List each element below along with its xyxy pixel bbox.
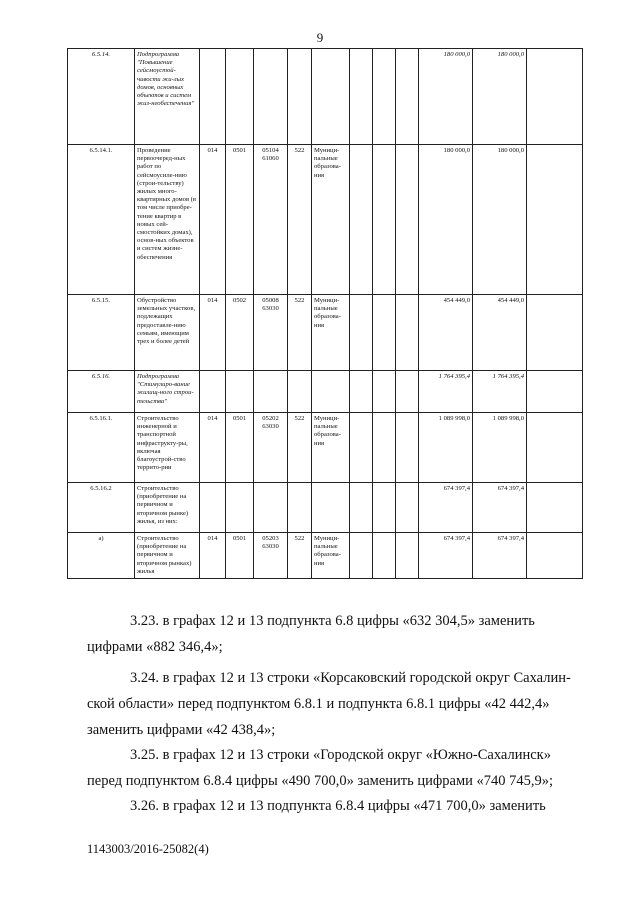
table-cell xyxy=(288,371,312,413)
table-row xyxy=(68,145,583,295)
paragraph xyxy=(87,608,593,660)
page-number: 9 xyxy=(316,30,324,45)
table-cell: 05203 63030 xyxy=(254,533,288,579)
table-row xyxy=(68,533,583,579)
table-cell xyxy=(527,533,583,579)
table-cell xyxy=(396,371,419,413)
table-cell xyxy=(373,49,396,145)
table-cell: 180 000,0 xyxy=(473,49,527,145)
table-cell: 6.5.16. xyxy=(68,371,135,413)
table-cell xyxy=(288,483,312,533)
table-cell: Муници-пальные образова-ния xyxy=(312,533,350,579)
table-cell: 05104 61060 xyxy=(254,145,288,295)
table-cell: 014 xyxy=(200,533,226,579)
table-cell xyxy=(373,483,396,533)
table-cell xyxy=(527,49,583,145)
table-cell xyxy=(527,483,583,533)
table-cell: 05008 63030 xyxy=(254,295,288,371)
table-cell: 1 089 998,0 xyxy=(473,413,527,483)
paragraph-line: заменить цифрами «42 438,4»; xyxy=(87,722,276,738)
table-cell: 6.5.14. xyxy=(68,49,135,145)
table-cell xyxy=(226,483,254,533)
table-cell: 674 397,4 xyxy=(473,483,527,533)
table-cell xyxy=(226,371,254,413)
table-cell: 6.5.16.2 xyxy=(68,483,135,533)
paragraph-line: ской области» перед подпунктом 6.8.1 и подпункта 6.8.1 цифры «42 442,4» xyxy=(87,696,550,712)
table-cell: 0501 xyxy=(226,145,254,295)
table-cell xyxy=(200,483,226,533)
table-row xyxy=(68,483,583,533)
table-cell: 522 xyxy=(288,533,312,579)
table-cell: 522 xyxy=(288,413,312,483)
table-cell: Муници-пальные образова-ния xyxy=(312,413,350,483)
table-cell: 014 xyxy=(200,413,226,483)
paragraph xyxy=(87,742,593,794)
paragraph-line: 3.23. в графах 12 и 13 подпункта 6.8 цифры «632 304,5» заменить xyxy=(130,613,535,629)
table-cell xyxy=(312,483,350,533)
table-cell: 05202 63030 xyxy=(254,413,288,483)
table-cell xyxy=(396,49,419,145)
table-cell xyxy=(527,295,583,371)
table-cell: 6.5.15. xyxy=(68,295,135,371)
table-cell xyxy=(373,295,396,371)
paragraph-line: 3.24. в графах 12 и 13 строки «Корсаковский городской округ Сахалин- xyxy=(130,670,571,686)
table-cell: Строительство (приобретение на первичном и вторичном рынке) жилья, из них: xyxy=(135,483,200,533)
table-cell xyxy=(254,483,288,533)
table-body xyxy=(68,49,583,579)
table-cell: 014 xyxy=(200,145,226,295)
table-cell xyxy=(373,533,396,579)
table-cell: 522 xyxy=(288,295,312,371)
table-cell xyxy=(350,371,373,413)
table-cell xyxy=(200,49,226,145)
table-cell: 0501 xyxy=(226,413,254,483)
table-cell: 674 397,4 xyxy=(419,533,473,579)
table-cell xyxy=(350,145,373,295)
table-cell xyxy=(350,483,373,533)
table-cell: 014 xyxy=(200,295,226,371)
table-row xyxy=(68,371,583,413)
table-cell xyxy=(254,49,288,145)
table-cell xyxy=(350,295,373,371)
document-code: 1143003/2016-25082(4) xyxy=(87,842,209,856)
table-cell xyxy=(254,371,288,413)
table-cell xyxy=(527,145,583,295)
table-cell xyxy=(312,371,350,413)
table-cell: 454 449,0 xyxy=(473,295,527,371)
table-cell: Проведение первоочеред-ных работ по сейсмоусиле-нию (строи-тельству) жилых много-квартирных домов (в том числе приобре-тение квартир в новых сей-смостойких домах), основ-ных объектов и систем жизне-обеспечения xyxy=(135,145,200,295)
paragraph-line: перед подпунктом 6.8.4 цифры «490 700,0» заменить цифрами «740 745,9»; xyxy=(87,773,554,789)
table-cell: Обустройство земельных участков, подлежащих предоставле-нию семьям, имеющим трех и более детей xyxy=(135,295,200,371)
table-cell xyxy=(200,371,226,413)
table-row xyxy=(68,49,583,145)
table-row xyxy=(68,413,583,483)
table-cell xyxy=(396,145,419,295)
table-cell xyxy=(288,49,312,145)
paragraph-line: 3.25. в графах 12 и 13 строки «Городской округ «Южно-Сахалинск» xyxy=(130,747,551,763)
paragraph xyxy=(87,665,593,743)
table-cell: 180 000,0 xyxy=(419,49,473,145)
table-cell xyxy=(373,371,396,413)
table-cell xyxy=(527,413,583,483)
table-cell: 454 449,0 xyxy=(419,295,473,371)
table-cell xyxy=(350,413,373,483)
paragraph-line: 3.26. в графах 12 и 13 подпункта 6.8.4 цифры «471 700,0» заменить xyxy=(130,798,546,814)
table-cell: 0501 xyxy=(226,533,254,579)
table-cell: 1 089 998,0 xyxy=(419,413,473,483)
table-cell: 674 397,4 xyxy=(419,483,473,533)
table-cell: 1 764 395,4 xyxy=(419,371,473,413)
table-cell: Строительство (приобретение на первичном и вторичном рынках) жилья xyxy=(135,533,200,579)
table-cell xyxy=(312,49,350,145)
table-cell: Муници-пальные образова-ния xyxy=(312,145,350,295)
table-cell: 180 000,0 xyxy=(473,145,527,295)
paragraph xyxy=(87,793,593,819)
table-cell xyxy=(373,413,396,483)
table-cell xyxy=(396,533,419,579)
table-cell: 674 397,4 xyxy=(473,533,527,579)
table-cell: Подпрограмма "Стимулиро-вание жилищ-ного строи-тельства" xyxy=(135,371,200,413)
table-cell: 1 764 395,4 xyxy=(473,371,527,413)
paragraph-line: цифрами «882 346,4»; xyxy=(87,639,223,655)
table-cell xyxy=(527,371,583,413)
table-cell: 6.5.14.1. xyxy=(68,145,135,295)
table-cell: Подпрограмма "Повышение сейсмоустой-чивости жи-лых домов, основных объектов и систем жиз-необеспечения" xyxy=(135,49,200,145)
table-cell: 0502 xyxy=(226,295,254,371)
table-cell: Муници-пальные образова-ния xyxy=(312,295,350,371)
table-cell: Строительство инженерной и транспортной инфраструкту-ры, включая благоустрой-ство террито-рии xyxy=(135,413,200,483)
table-cell xyxy=(373,145,396,295)
table-cell: 6.5.16.1. xyxy=(68,413,135,483)
table-cell: а) xyxy=(68,533,135,579)
table-cell xyxy=(396,413,419,483)
table-cell: 522 xyxy=(288,145,312,295)
table-cell xyxy=(350,533,373,579)
table-cell xyxy=(350,49,373,145)
table-row xyxy=(68,295,583,371)
table-cell xyxy=(226,49,254,145)
table-cell: 180 000,0 xyxy=(419,145,473,295)
budget-table xyxy=(67,48,583,579)
table-cell xyxy=(396,295,419,371)
table-cell xyxy=(396,483,419,533)
